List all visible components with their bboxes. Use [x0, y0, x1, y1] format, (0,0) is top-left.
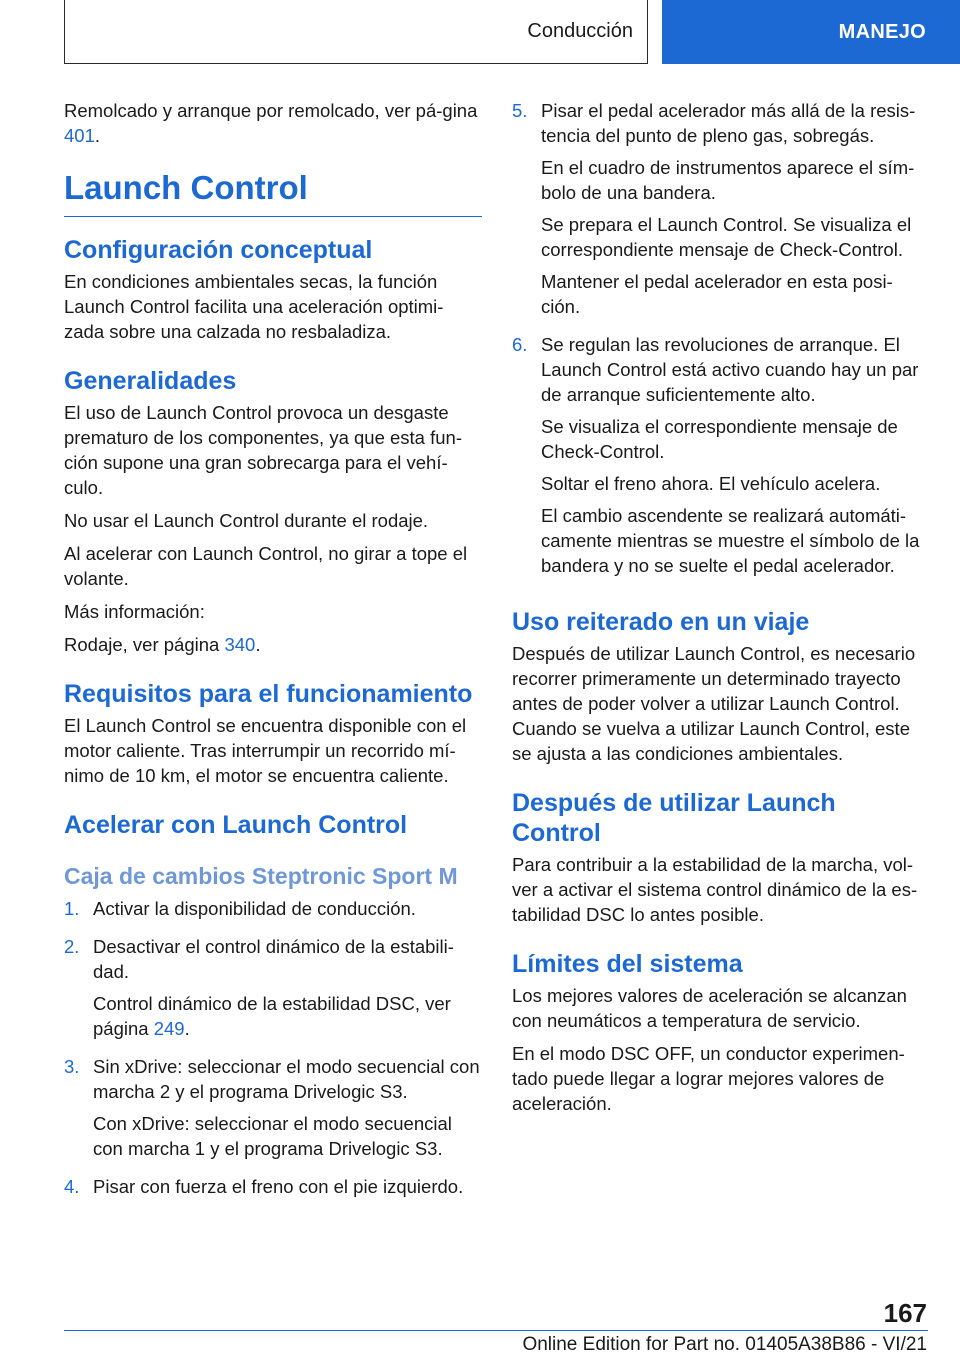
step-number: 6. [512, 334, 528, 355]
page-link-249[interactable]: 249 [153, 1018, 185, 1039]
step-note: El cambio ascendente se realizará automáti-camente mientras se muestre el símbolo de la bandera y no se suelte el pedal acelerador. [541, 505, 920, 576]
step-3 [64, 1054, 482, 1168]
page-link-401[interactable]: 401 [64, 125, 95, 146]
step-2 [64, 934, 482, 1048]
heading-after: Después de utilizar Launch Control [512, 789, 836, 847]
step-note: Mantener el pedal acelerador en esta posi-ción. [541, 271, 893, 317]
heading-limits: Límites del sistema [512, 950, 743, 978]
header-section-label: Conducción [527, 20, 633, 42]
step-number: 3. [64, 1056, 80, 1077]
heading-accelerate: Acelerar con Launch Control [64, 811, 408, 839]
step-note: Con xDrive: seleccionar el modo secuencial con marcha 1 y el programa Drivelogic S3. [93, 1113, 452, 1159]
step-number: 2. [64, 936, 80, 957]
step-note: Control dinámico de la estabilidad DSC, ver página 249. [93, 993, 451, 1039]
subheading-steptronic: Caja de cambios Steptronic Sport M [64, 863, 458, 889]
step-number: 1. [64, 898, 80, 919]
step-text: Activar la disponibilidad de conducción. [93, 898, 416, 919]
left-column [64, 98, 482, 1212]
heading-general: Generalidades [64, 367, 237, 395]
step-number: 5. [512, 100, 528, 121]
requirements-paragraph: El Launch Control se encuentra disponible con el motor caliente. Tras interrumpir un recorrido mí-nimo de 10 km, el motor se encuentra caliente. [64, 715, 467, 786]
limits-paragraph-2: En el modo DSC OFF, un conductor experimen-tado puede llegar a lograr mejores valores de aceleración. [512, 1043, 905, 1114]
step-1 [64, 896, 482, 928]
general-paragraph-2: No usar el Launch Control durante el rodaje. [64, 510, 429, 531]
header-section [64, 0, 648, 64]
page-title: Launch Control [64, 170, 482, 217]
heading-concept: Configuración conceptual [64, 236, 373, 264]
step-number: 4. [64, 1176, 80, 1197]
limits-paragraph-1: Los mejores valores de aceleración se alcanzan con neumáticos a temperatura de servicio. [512, 985, 907, 1031]
page-number: 167 [883, 1298, 927, 1328]
step-note: En el cuadro de instrumentos aparece el sím-bolo de una bandera. [541, 157, 915, 203]
step-text: Sin xDrive: seleccionar el modo secuencial con marcha 2 y el programa Drivelogic S3. [93, 1056, 480, 1102]
step-text: Pisar con fuerza el freno con el pie izquierdo. [93, 1176, 464, 1197]
footer-edition: Online Edition for Part no. 01405A38B86 - VI/21 [522, 1334, 927, 1355]
step-text: Desactivar el control dinámico de la estabili-dad. [93, 936, 454, 982]
intro-paragraph: Remolcado y arranque por remolcado, ver pá-gina 401. [64, 100, 478, 146]
general-paragraph-3: Al acelerar con Launch Control, no girar a tope el volante. [64, 543, 468, 589]
step-text: Se regulan las revoluciones de arranque. El Launch Control está activo cuando hay un par de arranque suficientemente alto. [541, 334, 919, 405]
step-6 [512, 332, 928, 585]
step-note: Se visualiza el correspondiente mensaje de Check-Control. [541, 416, 898, 462]
after-paragraph: Para contribuir a la estabilidad de la marcha, vol-ver a activar el sistema control dinámico de la es-tabilidad DSC lo antes posible. [512, 854, 918, 925]
concept-paragraph: En condiciones ambientales secas, la función Launch Control facilita una aceleración optimi-zada sobre una calzada no resbaladiza. [64, 271, 444, 342]
right-column [512, 98, 928, 1124]
heading-requirements: Requisitos para el funcionamiento [64, 680, 473, 708]
general-paragraph-1: El uso de Launch Control provoca un desgaste prematuro de los componentes, ya que esta fun-ción supone una gran sobrecarga para el vehí-culo. [64, 402, 462, 498]
step-5 [512, 98, 928, 326]
header-chapter-label: MANEJO [838, 20, 926, 43]
footer-divider [64, 1330, 928, 1331]
step-text: Pisar el pedal acelerador más allá de la resis-tencia del punto de pleno gas, sobregás. [541, 100, 916, 146]
header-chapter-tab[interactable] [662, 0, 960, 64]
page-link-340[interactable]: 340 [224, 634, 256, 655]
step-4 [64, 1174, 482, 1206]
step-note: Soltar el freno ahora. El vehículo acelera. [541, 473, 881, 494]
repeat-paragraph: Después de utilizar Launch Control, es necesario recorrer primeramente un determinado trayecto antes de poder volver a utilizar Launch Control. Cuando se vuelva a utilizar Launch Control, este se ajusta a las condiciones ambientales. [512, 643, 916, 764]
general-paragraph-4: Más información: [64, 601, 205, 622]
general-paragraph-5: Rodaje, ver página 340. [64, 634, 261, 655]
heading-repeat: Uso reiterado en un viaje [512, 608, 810, 636]
step-note: Se prepara el Launch Control. Se visualiza el correspondiente mensaje de Check-Control. [541, 214, 912, 260]
